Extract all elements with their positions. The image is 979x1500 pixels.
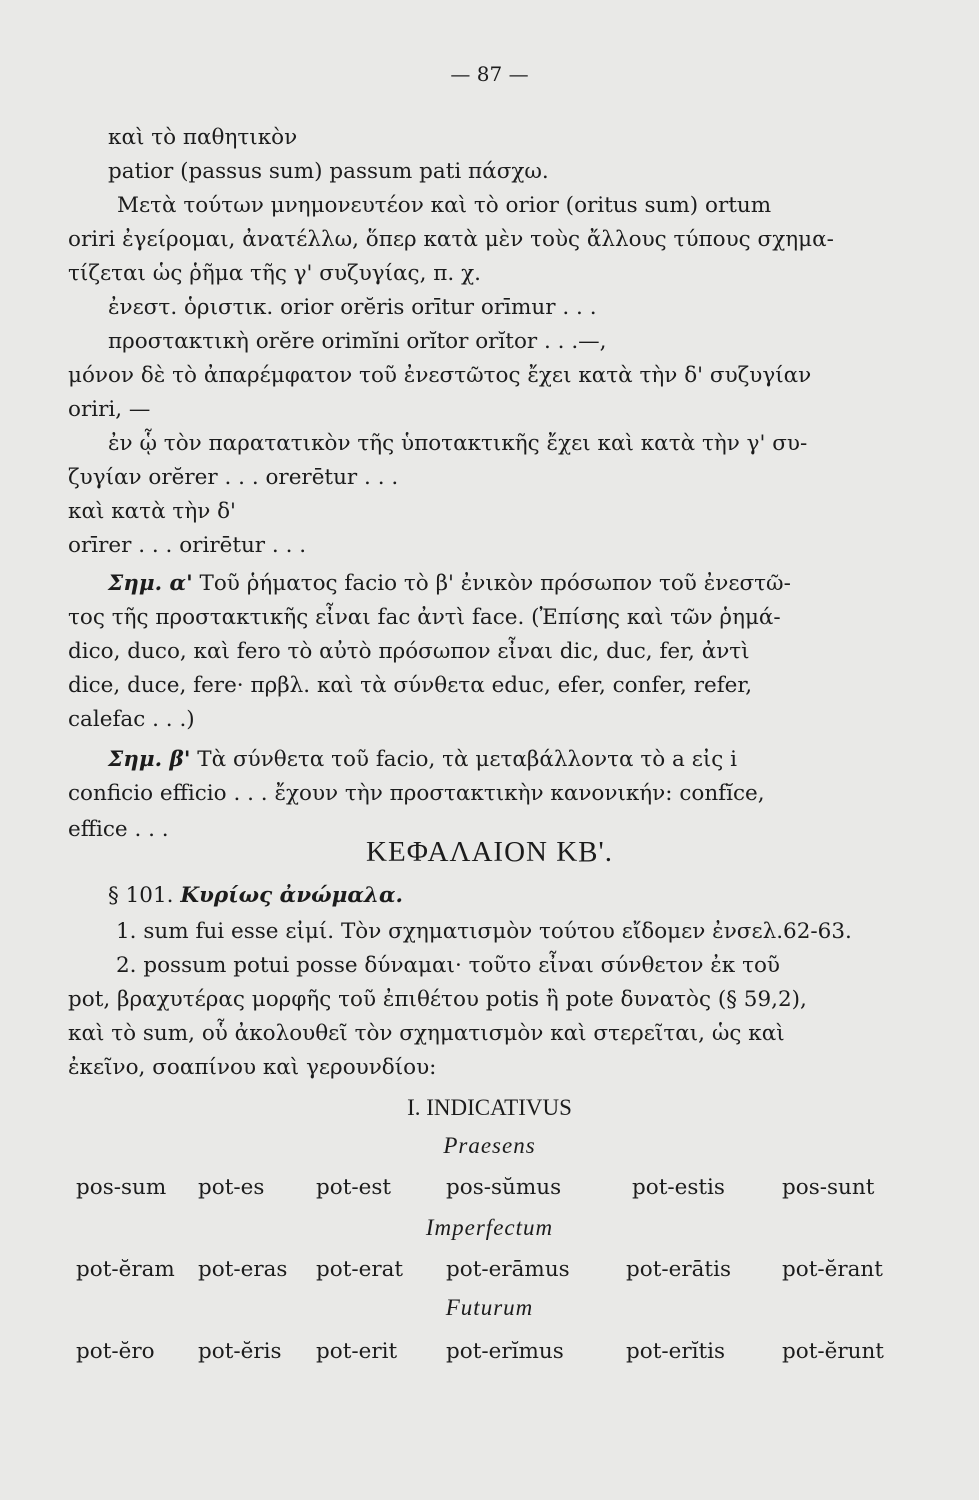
text-line: καὶ κατὰ τὴν δ' bbox=[68, 499, 236, 524]
verb-form: pot-est bbox=[316, 1175, 392, 1200]
verb-form: pot-erĭmus bbox=[446, 1339, 564, 1364]
list-item: 1. sum fui esse εἰμί. Τὸν σχηματισμὸν τούτου εἴδομεν ἐνσελ.62-63. bbox=[116, 919, 852, 944]
note-1-text: Τοῦ ῥήματος facio τὸ β' ἐνικὸν πρόσωπον τοῦ ἐνεστῶ- bbox=[199, 571, 791, 596]
text-line: patior (passus sum) passum pati πάσχω. bbox=[108, 159, 549, 184]
verb-form: pot-ĕram bbox=[76, 1257, 175, 1282]
text-line: τίζεται ὡς ῥῆμα τῆς γ' συζυγίας, π. χ. bbox=[68, 261, 481, 286]
text-line: Μετὰ τούτων μνημονευτέον καὶ τὸ orior (oritus sum) ortum bbox=[117, 193, 772, 218]
list-item-line: καὶ τὸ sum, οὗ ἀκολουθεῖ τὸν σχηματισμὸν καὶ στερεῖται, ὡς καὶ bbox=[68, 1021, 785, 1046]
tense-heading: Imperfectum bbox=[425, 1215, 554, 1240]
page-number: — 87 — bbox=[450, 62, 529, 86]
note-2-line: effice . . . bbox=[68, 817, 169, 842]
list-item: 2. possum potui posse δύναμαι· τοῦτο εἶναι σύνθετον ἐκ τοῦ bbox=[116, 953, 780, 978]
section-heading bbox=[108, 882, 403, 910]
list-item-line: pot, βραχυτέρας μορφῆς τοῦ ἐπιθέτου potis ἢ pote δυνατὸς (§ 59,2), bbox=[68, 987, 807, 1012]
verb-form: pot-erit bbox=[316, 1339, 398, 1364]
note-1-line: dico, duco, καὶ fero τὸ αὐτὸ πρόσωπον εἶναι dic, duc, fer, ἀντὶ bbox=[68, 639, 750, 664]
verb-form: pot-ĕro bbox=[76, 1339, 155, 1364]
text-line: orīrer . . . orirētur . . . bbox=[68, 533, 307, 558]
verb-form: pot-ĕrunt bbox=[782, 1339, 884, 1364]
text-line: προστακτικὴ orĕre orimĭni orĭtor orĭtor . . .—, bbox=[108, 329, 607, 354]
verb-form: pos-sum bbox=[76, 1175, 167, 1200]
verb-form: pot-es bbox=[198, 1175, 265, 1200]
verb-form: pot-eras bbox=[198, 1257, 288, 1282]
note-1-line: dice, duce, fere· πρβλ. καὶ τὰ σύνθετα educ, efer, confer, refer, bbox=[68, 673, 753, 698]
list-item-line: ἐκεῖνο, σοαπίνου καὶ γερουνδίου: bbox=[68, 1055, 437, 1080]
verb-form: pot-estis bbox=[632, 1175, 725, 1200]
text-line: oriri, — bbox=[68, 397, 151, 422]
text-line: oriri ἐγείρομαι, ἀνατέλλω, ὅπερ κατὰ μὲν τοὺς ἄλλους τύπους σχημα- bbox=[68, 227, 834, 252]
verb-form: pot-erat bbox=[316, 1257, 404, 1282]
verb-form: pos-sunt bbox=[782, 1175, 875, 1200]
note-1-line: calefac . . .) bbox=[68, 707, 195, 732]
text-line: ζυγίαν orĕrer . . . orerētur . . . bbox=[68, 465, 399, 490]
chapter-title: ΚΕΦΑΛΑΙΟΝ ΚΒ'. bbox=[366, 836, 613, 868]
note-1-label: Σημ. α' bbox=[108, 571, 193, 596]
verb-form: pot-erĭtis bbox=[626, 1339, 726, 1364]
note-1-first-line bbox=[108, 570, 791, 598]
note-1-line: τος τῆς προστακτικῆς εἶναι fac ἀντὶ face. (Ἐπίσης καὶ τῶν ῥημά- bbox=[68, 605, 781, 630]
mood-heading: I. INDICATIVUS bbox=[407, 1095, 572, 1120]
note-2-text: Τὰ σύνθετα τοῦ facio, τὰ μεταβάλλοντα τὸ a εἰς i bbox=[197, 747, 738, 772]
verb-form: pot-ĕrant bbox=[782, 1257, 883, 1282]
verb-form: pos-sŭmus bbox=[446, 1175, 562, 1200]
verb-form: pot-erātis bbox=[626, 1257, 731, 1282]
tense-heading: Futurum bbox=[445, 1295, 534, 1320]
note-2-label: Σημ. β' bbox=[108, 747, 191, 772]
tense-heading: Praesens bbox=[443, 1133, 536, 1158]
note-2-first-line bbox=[108, 746, 737, 774]
section-title: Κυρίως ἀνώμαλα. bbox=[180, 883, 403, 908]
text-line: καὶ τὸ παθητικὸν bbox=[108, 125, 298, 150]
text-line: ἐν ᾧ τὸν παρατατικὸν τῆς ὑποτακτικῆς ἔχει καὶ κατὰ τὴν γ' συ- bbox=[108, 431, 808, 456]
note-2-line: conficio efficio . . . ἔχουν τὴν προστακτικὴν κανονικήν: confĭce, bbox=[68, 781, 765, 806]
text-line: μόνον δὲ τὸ ἀπαρέμφατον τοῦ ἐνεστῶτος ἔχει κατὰ τὴν δ' συζυγίαν bbox=[68, 363, 812, 388]
text-line: ἐνεστ. ὁριστικ. orior orĕris orītur orīmur . . . bbox=[108, 295, 597, 320]
verb-form: pot-erāmus bbox=[446, 1257, 570, 1282]
section-number: § 101. bbox=[108, 883, 174, 908]
verb-form: pot-ĕris bbox=[198, 1339, 282, 1364]
